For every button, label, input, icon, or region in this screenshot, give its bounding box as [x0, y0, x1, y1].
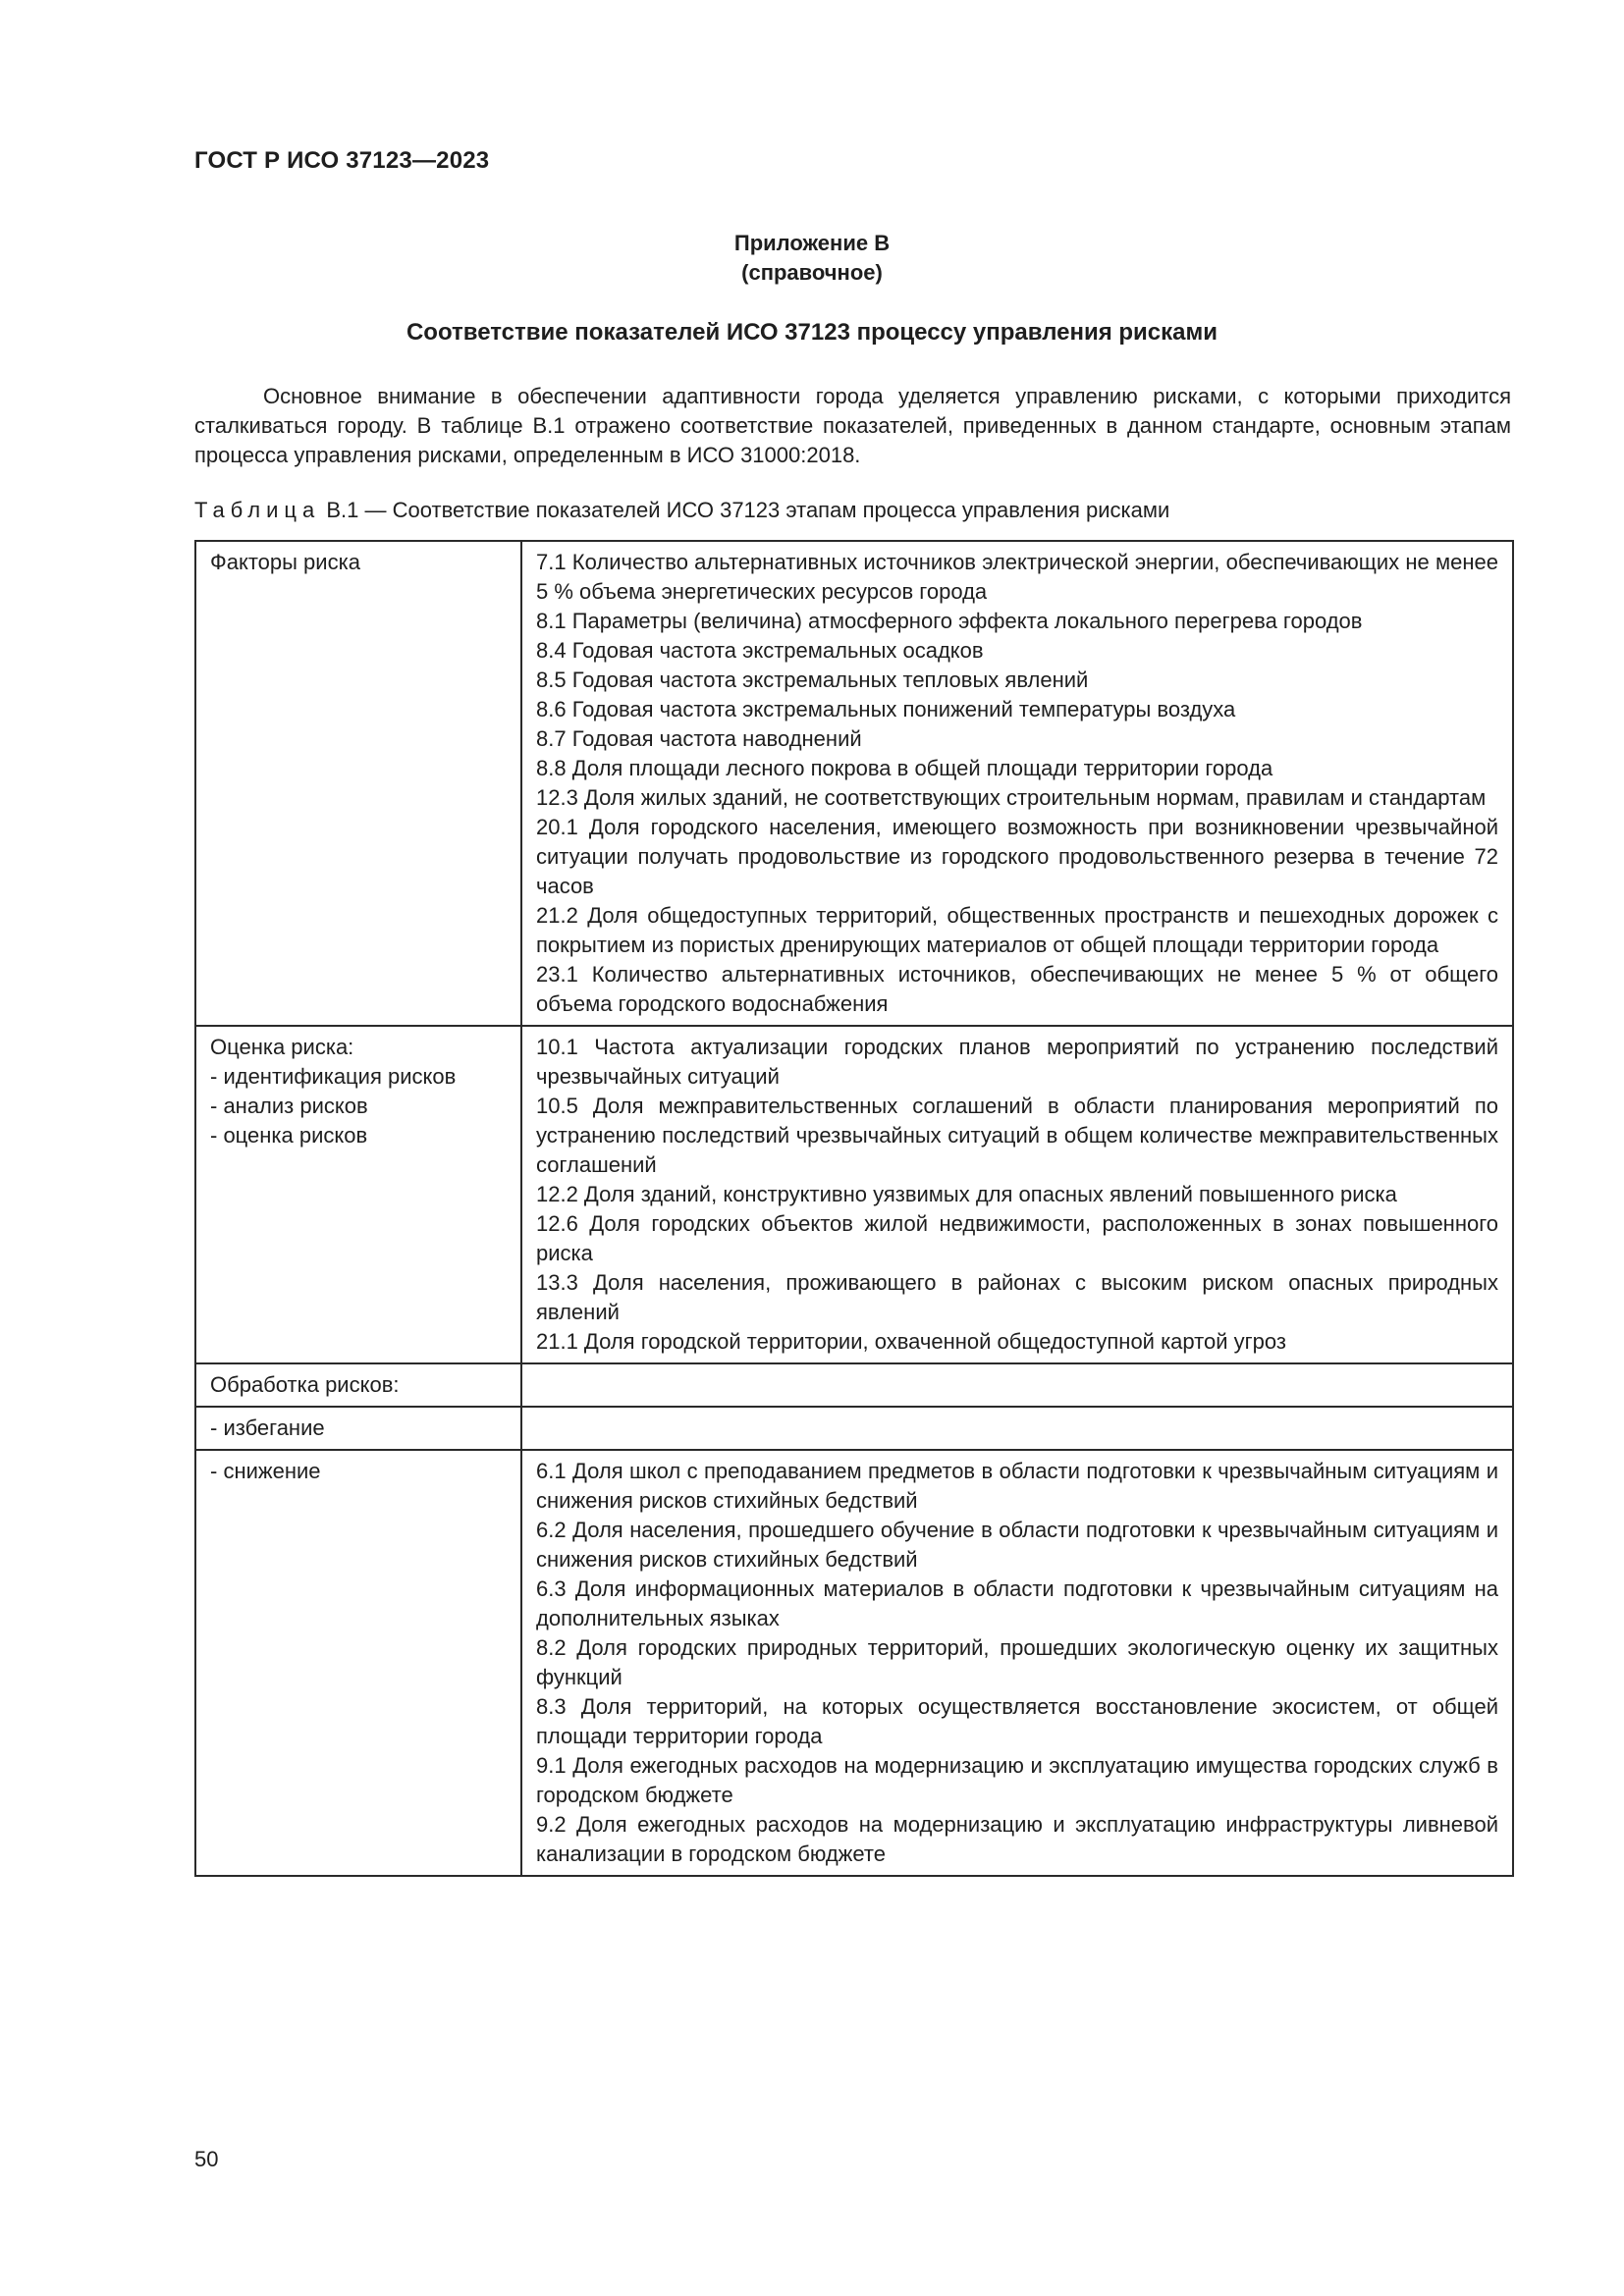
annex-heading [0, 229, 1624, 288]
indicator-item: 10.5 Доля межправительственных соглашений в области планирования мероприятий по устранению последствий чрезвычайных ситуаций в общем количестве межправительственных соглашений [536, 1094, 1498, 1177]
page-number: 50 [194, 2147, 219, 2171]
table-row [195, 1407, 1513, 1450]
indicator-item: 12.2 Доля зданий, конструктивно уязвимых для опасных явлений повышенного риска [536, 1182, 1397, 1206]
section-title: Соответствие показателей ИСО 37123 процессу управления рисками [406, 319, 1218, 346]
indicator-item: 8.5 Годовая частота экстремальных тепловых явлений [536, 667, 1089, 692]
table-caption-label: Таблица [194, 498, 321, 522]
risk-stage-cell [195, 1026, 521, 1363]
indicator-item: 8.2 Доля городских природных территорий, прошедших экологическую оценку их защитных функций [536, 1635, 1498, 1689]
indicator-item: 13.3 Доля населения, проживающего в районах с высоким риском опасных природных явлений [536, 1270, 1498, 1324]
document-code: ГОСТ Р ИСО 37123—2023 [194, 147, 490, 174]
indicator-item: 8.8 Доля площади лесного покрова в общей площади территории города [536, 756, 1273, 780]
indicator-item: 9.2 Доля ежегодных расходов на модернизацию и эксплуатацию инфраструктуры ливневой канализации в городском бюджете [536, 1812, 1498, 1866]
annex-title: Приложение В [733, 231, 891, 255]
risk-stage-line: - анализ рисков [210, 1094, 368, 1118]
indicator-item: 7.1 Количество альтернативных источников электрической энергии, обеспечивающих не менее 5 % объема энергетических ресурсов города [536, 550, 1498, 604]
risk-stage-line: - оценка рисков [210, 1123, 368, 1148]
annex-subtitle: (справочное) [741, 260, 883, 285]
indicator-item: 8.3 Доля территорий, на которых осуществляется восстановление экосистем, от общей площади территории города [536, 1694, 1498, 1748]
intro-paragraph: Основное внимание в обеспечении адаптивности города уделяется управлению рисками, с которыми приходится сталкиваться городу. В таблице В.1 отражено соответствие показателей, приведенных в данном стандарте, основным этапам процесса управления рисками, определенным в ИСО 31000:2018. [194, 384, 1511, 467]
indicators-table [194, 540, 1514, 1877]
indicator-item: 23.1 Количество альтернативных источников, обеспечивающих не менее 5 % от общего объема городского водоснабжения [536, 962, 1498, 1016]
table-caption [194, 496, 1169, 525]
indicator-item: 10.1 Частота актуализации городских планов мероприятий по устранению последствий чрезвычайных ситуаций [536, 1035, 1498, 1089]
risk-stage-cell [195, 1407, 521, 1450]
table-row [195, 1026, 1513, 1363]
indicator-item: 8.6 Годовая частота экстремальных понижений температуры воздуха [536, 697, 1236, 721]
indicator-item: 12.3 Доля жилых зданий, не соответствующих строительным нормам, правилам и стандартам [536, 785, 1487, 810]
risk-stage-cell [195, 1450, 521, 1876]
indicators-cell [521, 541, 1513, 1026]
risk-stage-line: - идентификация рисков [210, 1064, 457, 1089]
indicator-item: 21.2 Доля общедоступных территорий, общественных пространств и пешеходных дорожек с покрытием из пористых дренирующих материалов от общей площади территории города [536, 903, 1498, 957]
table-caption-text: В.1 — Соответствие показателей ИСО 37123 этапам процесса управления рисками [320, 498, 1170, 522]
indicators-cell [521, 1450, 1513, 1876]
risk-stage-line: Обработка рисков: [210, 1372, 400, 1397]
indicator-item: 9.1 Доля ежегодных расходов на модернизацию и эксплуатацию имущества городских служб в городском бюджете [536, 1753, 1498, 1807]
risk-stage-line: - избегание [210, 1415, 325, 1440]
indicator-item: 21.1 Доля городской территории, охваченной общедоступной картой угроз [536, 1329, 1286, 1354]
table-row [195, 1363, 1513, 1407]
indicators-cell [521, 1363, 1513, 1407]
indicator-item: 6.2 Доля населения, прошедшего обучение в области подготовки к чрезвычайным ситуациям и снижения рисков стихийных бедствий [536, 1518, 1498, 1572]
risk-stage-cell [195, 541, 521, 1026]
indicator-item: 20.1 Доля городского населения, имеющего возможность при возникновении чрезвычайной ситуации получать продовольствие из городского продовольственного резерва в течение 72 часов [536, 815, 1498, 898]
indicator-item: 8.4 Годовая частота экстремальных осадков [536, 638, 984, 663]
indicator-item: 6.3 Доля информационных материалов в области подготовки к чрезвычайным ситуациям на дополнительных языках [536, 1576, 1498, 1630]
indicator-item: 12.6 Доля городских объектов жилой недвижимости, расположенных в зонах повышенного риска [536, 1211, 1498, 1265]
indicators-cell [521, 1026, 1513, 1363]
table-row [195, 541, 1513, 1026]
risk-stage-line: Оценка риска: [210, 1035, 354, 1059]
risk-stage-line: Факторы риска [210, 550, 360, 574]
indicator-item: 8.1 Параметры (величина) атмосферного эффекта локального перегрева городов [536, 609, 1363, 633]
indicator-item: 8.7 Годовая частота наводнений [536, 726, 862, 751]
table-row [195, 1450, 1513, 1876]
risk-stage-line: - снижение [210, 1459, 321, 1483]
indicator-item: 6.1 Доля школ с преподаванием предметов в области подготовки к чрезвычайным ситуациям и снижения рисков стихийных бедствий [536, 1459, 1498, 1513]
indicators-cell [521, 1407, 1513, 1450]
risk-stage-cell [195, 1363, 521, 1407]
indicators-table-body [195, 541, 1513, 1876]
